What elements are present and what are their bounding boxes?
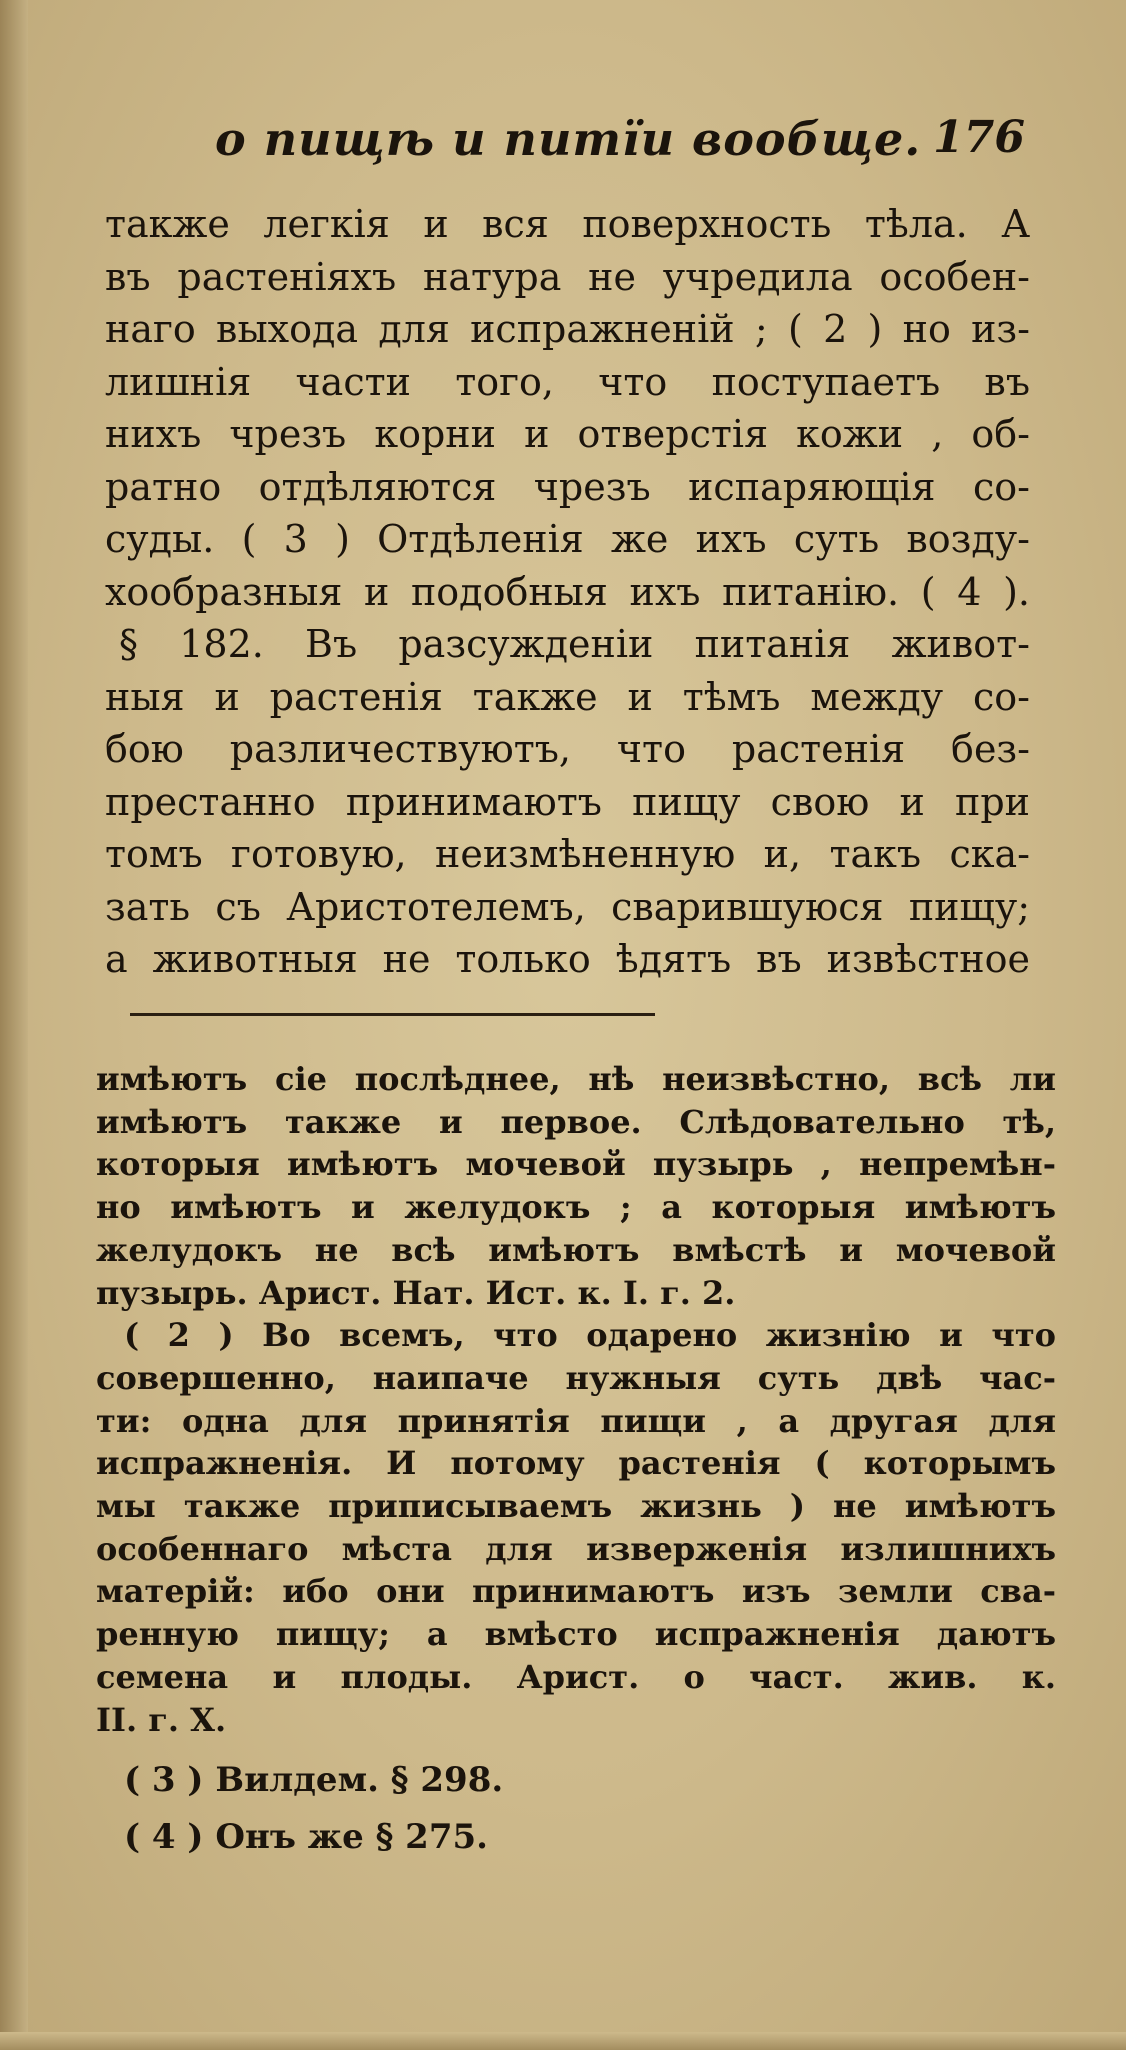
footnotes (96, 1058, 1056, 1859)
running-title: о пищѣ и питїи вообще. (215, 112, 922, 166)
page-bottom-edge (0, 2032, 1126, 2050)
footnote-2-start: ( 2 ) Во всемъ, что одарено жизнію и что (124, 1316, 1056, 1355)
footnote-line: семена и плоды. Арист. о част. жив. к. (96, 1657, 1056, 1696)
text-line: суды. ( 3 ) Отдѣленія же ихъ суть возду- (105, 517, 1030, 561)
footnote-rule (130, 1013, 655, 1016)
footnote-line: но имѣютъ и желудокъ ; а которыя имѣютъ (96, 1188, 1056, 1227)
section-start-line: § 182. Въ разсужденіи питанія живот- (119, 622, 1030, 666)
footnote-line: которыя имѣютъ мочевой пузырь , непремѣн- (96, 1145, 1056, 1184)
text-line: престанно принимаютъ пищу свою и при (105, 779, 1030, 824)
text-line: ратно отдѣляются чрезъ испаряющія со- (105, 464, 1030, 509)
text-line: бою различествуютъ, что растенія без- (105, 727, 1030, 771)
text-line: хообразныя и подобныя ихъ питанію. ( 4 ). (105, 569, 1030, 614)
footnote-line: испражненія. И потому растенія ( которымъ (96, 1444, 1056, 1483)
text-line: также легкія и вся поверхность тѣла. А (105, 202, 1030, 246)
footnote-line: имѣютъ также и первое. Слѣдовательно тѣ, (96, 1102, 1056, 1141)
text-line: нихъ чрезъ корни и отверстія кожи , об- (105, 412, 1030, 456)
footnote-line: ренную пищу; а вмѣсто испражненія даютъ (96, 1615, 1056, 1654)
text-line: томъ готовую, неизмѣненную и, такъ ска- (105, 832, 1030, 876)
page-header (215, 112, 1025, 182)
footnote-line: мы также приписываемъ жизнь ) не имѣютъ (96, 1487, 1056, 1526)
footnote-line: матерій: ибо они принимаютъ изъ земли сва- (96, 1572, 1056, 1611)
text-line: ныя и растенія также и тѣмъ между со- (105, 674, 1030, 719)
page-edge-shadow (0, 0, 28, 2050)
page-number: 176 (933, 112, 1025, 163)
footnote-3: ( 3 ) Вилдем. § 298. (124, 1760, 504, 1801)
footnote-line: желудокъ не всѣ имѣютъ вмѣстѣ и мочевой (96, 1230, 1056, 1269)
text-line: въ растеніяхъ натура не учредила особен- (105, 254, 1030, 299)
footnote-line: имѣютъ сіе послѣднее, нѣ неизвѣстно, всѣ ли (96, 1060, 1056, 1098)
text-line: зать съ Аристотелемъ, сварившуюся пищу; (105, 884, 1030, 929)
footnote-line: особеннаго мѣста для изверженія излишнихъ (96, 1529, 1056, 1568)
main-text (105, 198, 1030, 986)
footnote-4: ( 4 ) Онъ же § 275. (124, 1816, 488, 1857)
text-line: наго выхода для испражненій ; ( 2 ) но из- (105, 307, 1030, 351)
footnote-line: пузырь. Арист. Нат. Ист. к. I. г. 2. (96, 1273, 736, 1312)
text-line: лишнія части того, что поступаетъ въ (105, 359, 1030, 404)
footnote-line: совершенно, наипаче нужныя суть двѣ час- (96, 1358, 1056, 1397)
footnote-line: II. г. X. (96, 1700, 227, 1739)
text-line: а животныя не только ѣдятъ въ извѣстное (105, 937, 1030, 981)
footnote-line: ти: одна для принятія пищи , а другая для (96, 1401, 1056, 1440)
